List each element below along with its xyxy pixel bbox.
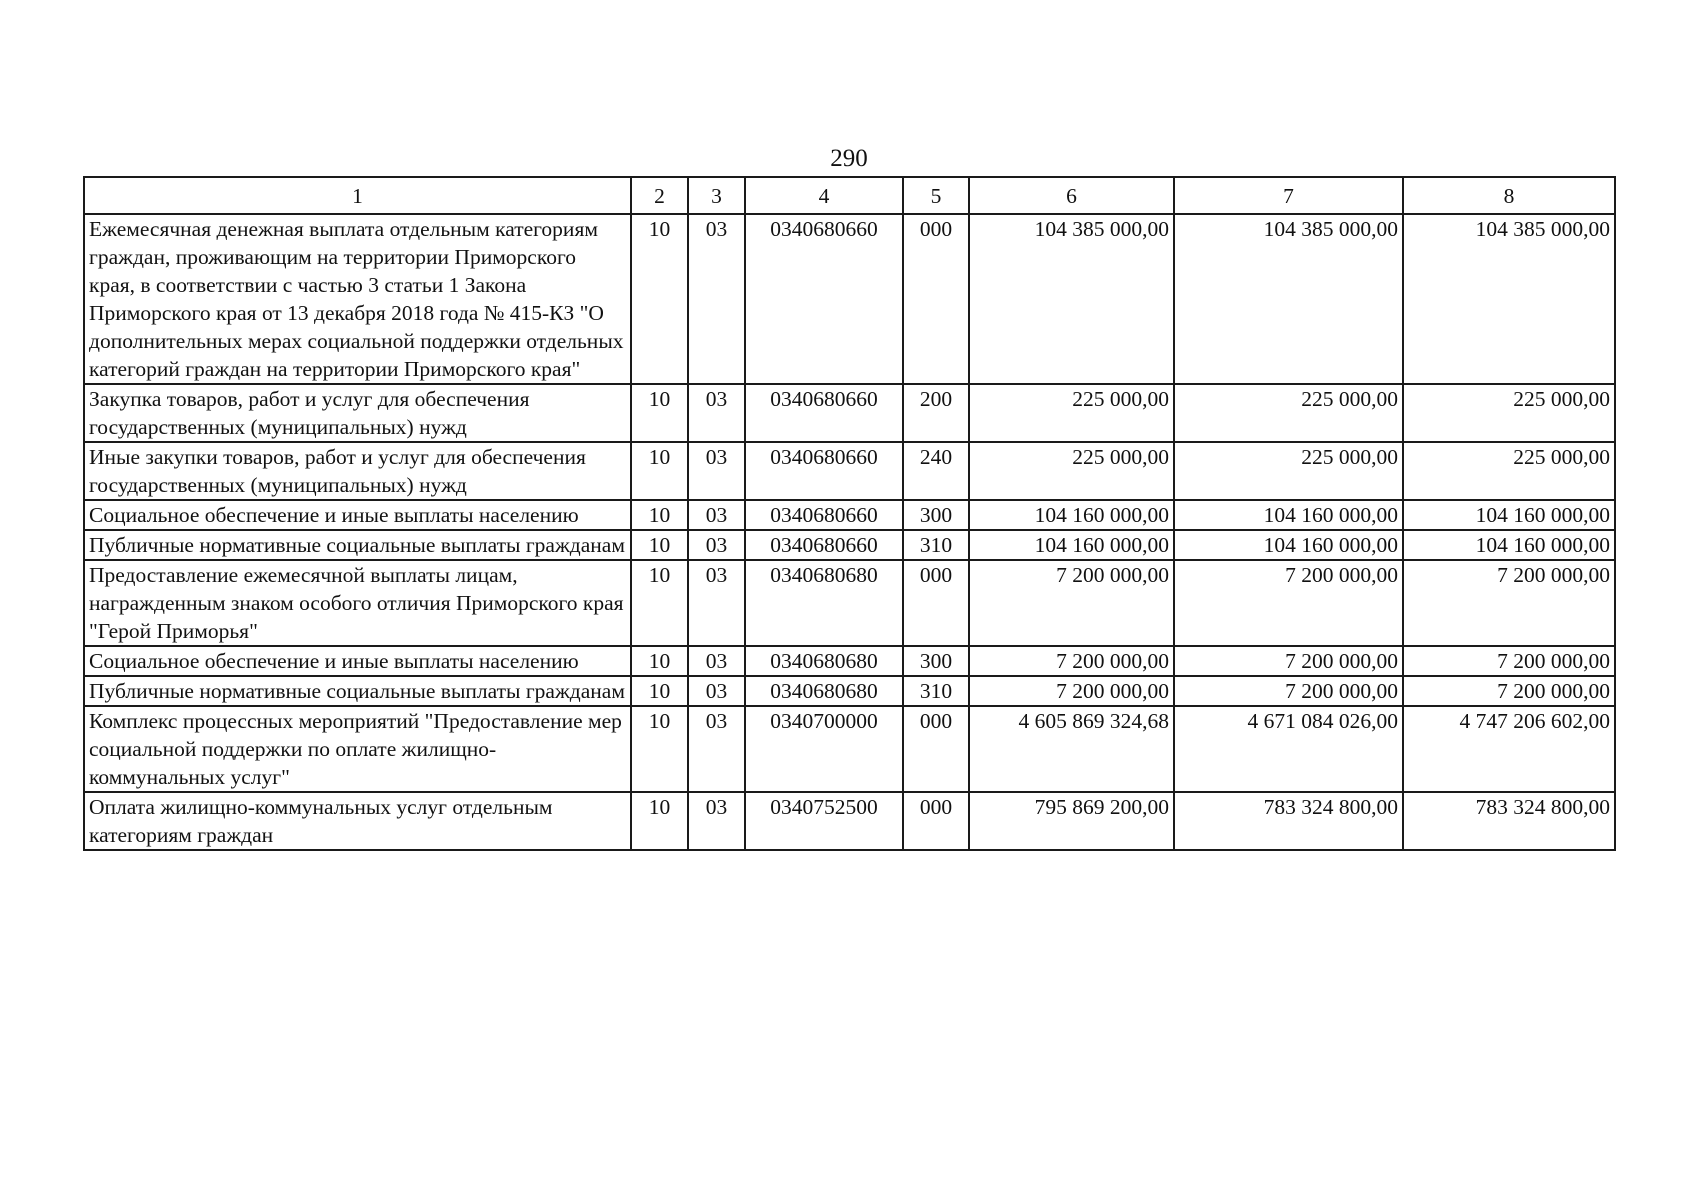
target-article-code: 0340680680 — [745, 646, 903, 676]
column-header: 1 — [84, 177, 631, 214]
section-code: 10 — [631, 442, 688, 500]
expense-type-code: 000 — [903, 706, 969, 792]
amount-col-7: 7 200 000,00 — [1174, 560, 1403, 646]
subsection-code: 03 — [688, 646, 745, 676]
page-number: 290 — [830, 145, 868, 172]
column-header: 7 — [1174, 177, 1403, 214]
amount-col-7: 7 200 000,00 — [1174, 676, 1403, 706]
subsection-code: 03 — [688, 442, 745, 500]
section-code: 10 — [631, 706, 688, 792]
amount-col-8: 7 200 000,00 — [1403, 560, 1615, 646]
amount-col-8: 104 160 000,00 — [1403, 500, 1615, 530]
column-header: 3 — [688, 177, 745, 214]
subsection-code: 03 — [688, 530, 745, 560]
amount-col-6: 104 160 000,00 — [969, 500, 1174, 530]
expense-type-code: 300 — [903, 500, 969, 530]
amount-col-7: 104 160 000,00 — [1174, 530, 1403, 560]
expense-type-code: 310 — [903, 530, 969, 560]
row-name: Оплата жилищно-коммунальных услуг отдельным категориям граждан — [84, 792, 631, 850]
section-code: 10 — [631, 500, 688, 530]
amount-col-7: 225 000,00 — [1174, 384, 1403, 442]
target-article-code: 0340680660 — [745, 500, 903, 530]
row-name: Социальное обеспечение и иные выплаты населению — [84, 646, 631, 676]
expense-type-code: 000 — [903, 214, 969, 384]
expense-type-code: 000 — [903, 792, 969, 850]
table-row — [84, 442, 1615, 500]
column-header: 6 — [969, 177, 1174, 214]
target-article-code: 0340680660 — [745, 214, 903, 384]
amount-col-8: 104 160 000,00 — [1403, 530, 1615, 560]
expense-type-code: 310 — [903, 676, 969, 706]
amount-col-6: 225 000,00 — [969, 384, 1174, 442]
amount-col-6: 7 200 000,00 — [969, 646, 1174, 676]
amount-col-7: 104 160 000,00 — [1174, 500, 1403, 530]
amount-col-8: 783 324 800,00 — [1403, 792, 1615, 850]
target-article-code: 0340680660 — [745, 530, 903, 560]
section-code: 10 — [631, 530, 688, 560]
amount-col-6: 225 000,00 — [969, 442, 1174, 500]
amount-col-6: 104 160 000,00 — [969, 530, 1174, 560]
budget-table — [83, 176, 1616, 851]
amount-col-6: 795 869 200,00 — [969, 792, 1174, 850]
section-code: 10 — [631, 676, 688, 706]
table-row — [84, 676, 1615, 706]
column-header: 5 — [903, 177, 969, 214]
amount-col-8: 7 200 000,00 — [1403, 676, 1615, 706]
amount-col-7: 4 671 084 026,00 — [1174, 706, 1403, 792]
amount-col-6: 7 200 000,00 — [969, 560, 1174, 646]
subsection-code: 03 — [688, 560, 745, 646]
row-name: Комплекс процессных мероприятий "Предоставление мер социальной поддержки по оплате жилищно-коммунальных услуг" — [84, 706, 631, 792]
subsection-code: 03 — [688, 706, 745, 792]
column-header: 4 — [745, 177, 903, 214]
row-name: Ежемесячная денежная выплата отдельным категориям граждан, проживающим на территории Приморского края, в соответствии с частью 3 статьи 1 Закона Приморского края от 13 декабря 2018 года № 415-КЗ "О дополнительных мерах социальной поддержки отдельных категорий граждан на территории Приморского края" — [84, 214, 631, 384]
amount-col-7: 104 385 000,00 — [1174, 214, 1403, 384]
subsection-code: 03 — [688, 676, 745, 706]
section-code: 10 — [631, 646, 688, 676]
subsection-code: 03 — [688, 500, 745, 530]
target-article-code: 0340680680 — [745, 676, 903, 706]
amount-col-8: 4 747 206 602,00 — [1403, 706, 1615, 792]
table-row — [84, 706, 1615, 792]
amount-col-7: 225 000,00 — [1174, 442, 1403, 500]
subsection-code: 03 — [688, 384, 745, 442]
amount-col-8: 225 000,00 — [1403, 442, 1615, 500]
section-code: 10 — [631, 560, 688, 646]
expense-type-code: 240 — [903, 442, 969, 500]
row-name: Публичные нормативные социальные выплаты гражданам — [84, 676, 631, 706]
table-row — [84, 646, 1615, 676]
expense-type-code: 300 — [903, 646, 969, 676]
table-row — [84, 530, 1615, 560]
subsection-code: 03 — [688, 792, 745, 850]
table-row — [84, 792, 1615, 850]
target-article-code: 0340700000 — [745, 706, 903, 792]
column-header: 8 — [1403, 177, 1615, 214]
target-article-code: 0340752500 — [745, 792, 903, 850]
amount-col-6: 7 200 000,00 — [969, 676, 1174, 706]
target-article-code: 0340680660 — [745, 384, 903, 442]
row-name: Иные закупки товаров, работ и услуг для обеспечения государственных (муниципальных) нужд — [84, 442, 631, 500]
section-code: 10 — [631, 792, 688, 850]
row-name: Закупка товаров, работ и услуг для обеспечения государственных (муниципальных) нужд — [84, 384, 631, 442]
target-article-code: 0340680660 — [745, 442, 903, 500]
amount-col-8: 104 385 000,00 — [1403, 214, 1615, 384]
expense-type-code: 000 — [903, 560, 969, 646]
amount-col-7: 783 324 800,00 — [1174, 792, 1403, 850]
column-header: 2 — [631, 177, 688, 214]
row-name: Социальное обеспечение и иные выплаты населению — [84, 500, 631, 530]
table-row — [84, 560, 1615, 646]
amount-col-6: 4 605 869 324,68 — [969, 706, 1174, 792]
table-row — [84, 214, 1615, 384]
subsection-code: 03 — [688, 214, 745, 384]
amount-col-6: 104 385 000,00 — [969, 214, 1174, 384]
row-name: Предоставление ежемесячной выплаты лицам, награжденным знаком особого отличия Приморского края "Герой Приморья" — [84, 560, 631, 646]
section-code: 10 — [631, 214, 688, 384]
table-row — [84, 384, 1615, 442]
section-code: 10 — [631, 384, 688, 442]
expense-type-code: 200 — [903, 384, 969, 442]
amount-col-8: 7 200 000,00 — [1403, 646, 1615, 676]
row-name: Публичные нормативные социальные выплаты гражданам — [84, 530, 631, 560]
amount-col-7: 7 200 000,00 — [1174, 646, 1403, 676]
amount-col-8: 225 000,00 — [1403, 384, 1615, 442]
header-row — [84, 177, 1615, 214]
table-row — [84, 500, 1615, 530]
target-article-code: 0340680680 — [745, 560, 903, 646]
